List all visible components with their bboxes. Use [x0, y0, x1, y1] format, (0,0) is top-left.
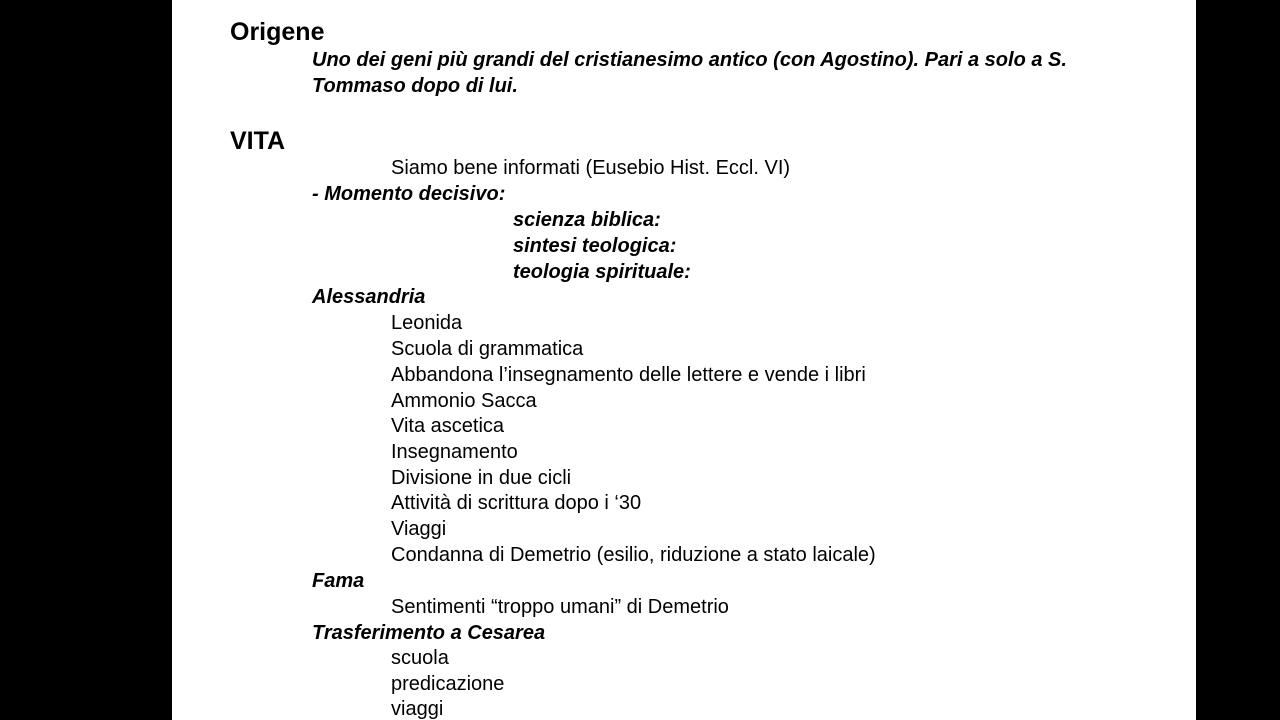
momento-item: scienza biblica:	[513, 209, 661, 231]
cesarea-item: scuola	[391, 647, 449, 669]
cesarea-item: predicazione	[391, 673, 505, 695]
alessandria-item: Vita ascetica	[391, 415, 505, 437]
fama-heading: Fama	[312, 570, 365, 592]
document-title: Origene	[230, 18, 325, 46]
alessandria-item: Abbandona l’insegnamento delle lettere e vende i libri	[391, 364, 866, 386]
alessandria-item: Ammonio Sacca	[391, 390, 537, 412]
alessandria-item: Scuola di grammatica	[391, 338, 584, 360]
alessandria-item: Divisione in due cicli	[391, 467, 572, 489]
alessandria-item: Attività di scrittura dopo i ‘30	[391, 492, 642, 514]
fama-item: Sentimenti “troppo umani” di Demetrio	[391, 596, 729, 618]
cesarea-item: viaggi	[391, 698, 444, 720]
momento-item: teologia spirituale:	[513, 261, 691, 283]
alessandria-item: Insegnamento	[391, 441, 518, 463]
alessandria-item: Viaggi	[391, 518, 447, 540]
alessandria-item: Condanna di Demetrio (esilio, riduzione a stato laicale)	[391, 544, 876, 566]
intro-text: Siamo bene informati (Eusebio Hist. Eccl. VI)	[391, 157, 791, 179]
momento-label: - Momento decisivo:	[312, 183, 506, 205]
alessandria-heading: Alessandria	[312, 286, 426, 308]
document-page	[172, 0, 1196, 720]
subtitle-line-2: Tommaso dopo di lui.	[312, 75, 518, 97]
momento-item: sintesi teologica:	[513, 235, 677, 257]
cesarea-heading: Trasferimento a Cesarea	[312, 622, 546, 644]
subtitle-line-1: Uno dei geni più grandi del cristianesimo antico (con Agostino). Pari a solo a S.	[312, 49, 1067, 71]
section-heading-vita: VITA	[230, 127, 286, 155]
alessandria-item: Leonida	[391, 312, 463, 334]
